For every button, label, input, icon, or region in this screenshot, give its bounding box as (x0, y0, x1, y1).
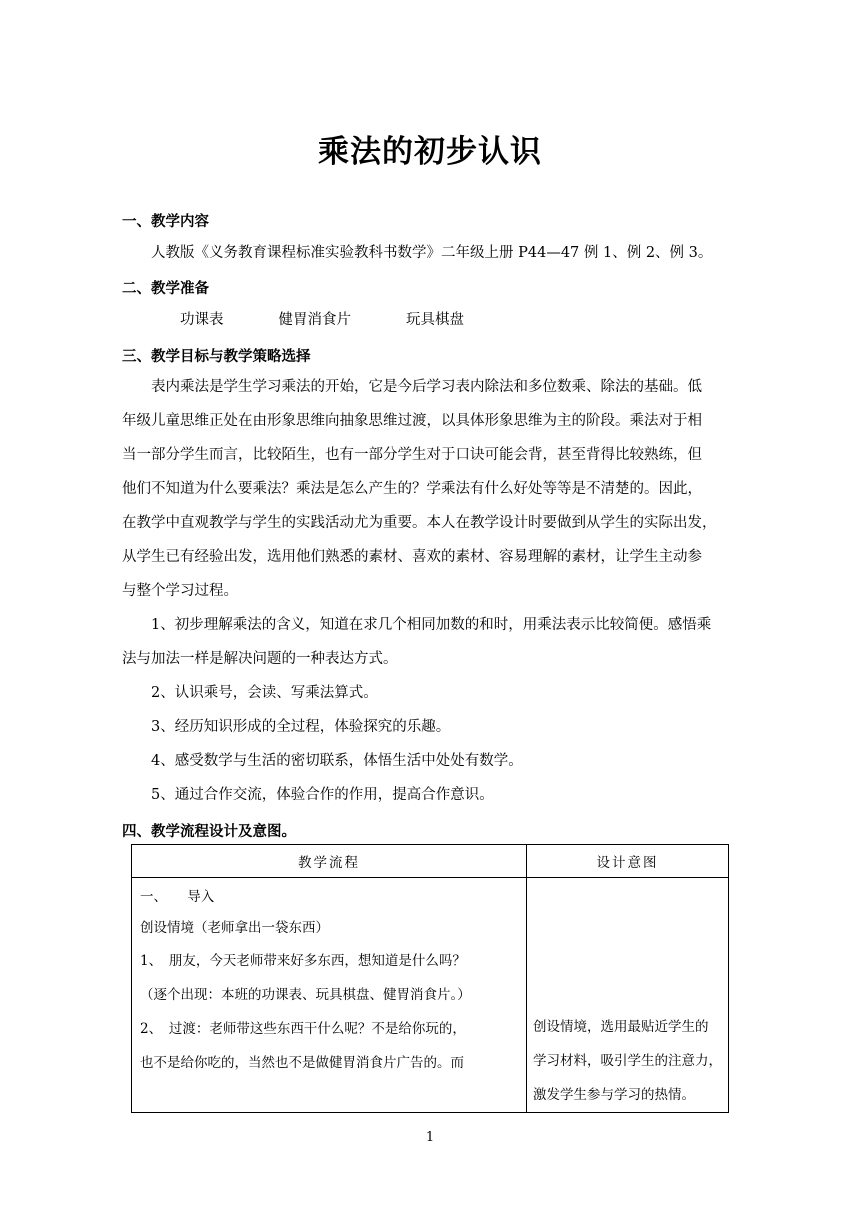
section-heading-preparation: 二、教学准备 (122, 281, 209, 297)
paragraph-line: 表内乘法是学生学习乘法的开始，它是今后学习表内除法和多位数乘、除法的基础。低 (151, 379, 702, 395)
table-header-row (132, 845, 729, 878)
paragraph-line: 从学生已有经验出发，选用他们熟悉的素材、喜欢的素材、容易理解的素材，让学生主动参 (122, 549, 702, 565)
goal-1 (122, 608, 740, 676)
intent-line: 激发学生参与学习的热情。 (533, 1087, 695, 1103)
header-intent: 设计意图 (527, 845, 729, 878)
document-title: 乘法的初步认识 (318, 134, 542, 170)
process-cell (132, 878, 527, 1113)
process-line: 创设情境（老师拿出一袋东西） (140, 920, 329, 936)
intent-line: 学习材料，吸引学生的注意力， (533, 1053, 722, 1069)
process-line: 一、 导入 (140, 889, 215, 905)
table-row (132, 878, 729, 1113)
goal-3: 3、经历知识形成的全过程，体验探究的乐趣。 (151, 719, 451, 735)
goal-line: 1、初步理解乘法的含义，知道在求几个相同加数的和时，用乘法表示比较简便。感悟乘 (151, 617, 712, 633)
preparation-item: 健胃消食片 (278, 312, 351, 328)
paragraph-line: 在教学中直观教学与学生的实践活动尤为重要。本人在教学设计时要做到从学生的实际出发， (122, 515, 717, 531)
teaching-flow-table (131, 844, 729, 1113)
process-line: 1、 朋友，今天老师带来好多东西，想知道是什么吗？ (140, 953, 466, 969)
section-heading-content: 一、教学内容 (122, 214, 209, 230)
section-text-content (122, 236, 740, 270)
goals-paragraph (122, 370, 740, 608)
process-line: （逐个出现：本班的功课表、玩具棋盘、健胃消食片。） (140, 987, 471, 1003)
paragraph-line: 与整个学习过程。 (122, 583, 238, 599)
paragraph-line: 他们不知道为什么要乘法？乘法是怎么产生的？学乘法有什么好处等等是不清楚的。因此， (122, 481, 702, 497)
header-process: 教学流程 (132, 845, 527, 878)
preparation-list (122, 303, 740, 337)
goal-line: 法与加法一样是解决问题的一种表达方式。 (122, 651, 398, 667)
paragraph-line: 年级儿童思维正处在由形象思维向抽象思维过渡，以具体形象思维为主的阶段。乘法对于相 (122, 413, 702, 429)
process-line: 也不是给你吃的，当然也不是做健胃消食片广告的。而 (140, 1055, 464, 1071)
preparation-item: 功课表 (180, 312, 224, 328)
goal-4: 4、感受数学与生活的密切联系，体悟生活中处处有数学。 (151, 753, 523, 769)
section-heading-flow: 四、教学流程设计及意图。 (122, 824, 296, 840)
intent-line: 创设情境，选用最贴近学生的 (533, 1019, 709, 1035)
process-line: 2、 过渡：老师带这些东西干什么呢？不是给你玩的， (140, 1021, 466, 1037)
intent-cell (527, 878, 729, 1113)
preparation-item: 玩具棋盘 (406, 312, 464, 328)
content-line: 人教版《义务教育课程标准实验教科书数学》二年级上册 P44—47 例 1、例 2、例 3。 (151, 245, 713, 261)
paragraph-line: 当一部分学生而言，比较陌生，也有一部分学生对于口诀可能会背，甚至背得比较熟练，但 (122, 447, 702, 463)
section-heading-goals: 三、教学目标与教学策略选择 (122, 349, 311, 365)
goal-5: 5、通过合作交流，体验合作的作用，提高合作意识。 (151, 787, 494, 803)
goal-2: 2、认识乘号，会读、写乘法算式。 (151, 685, 378, 701)
page-number: 1 (425, 1130, 435, 1145)
